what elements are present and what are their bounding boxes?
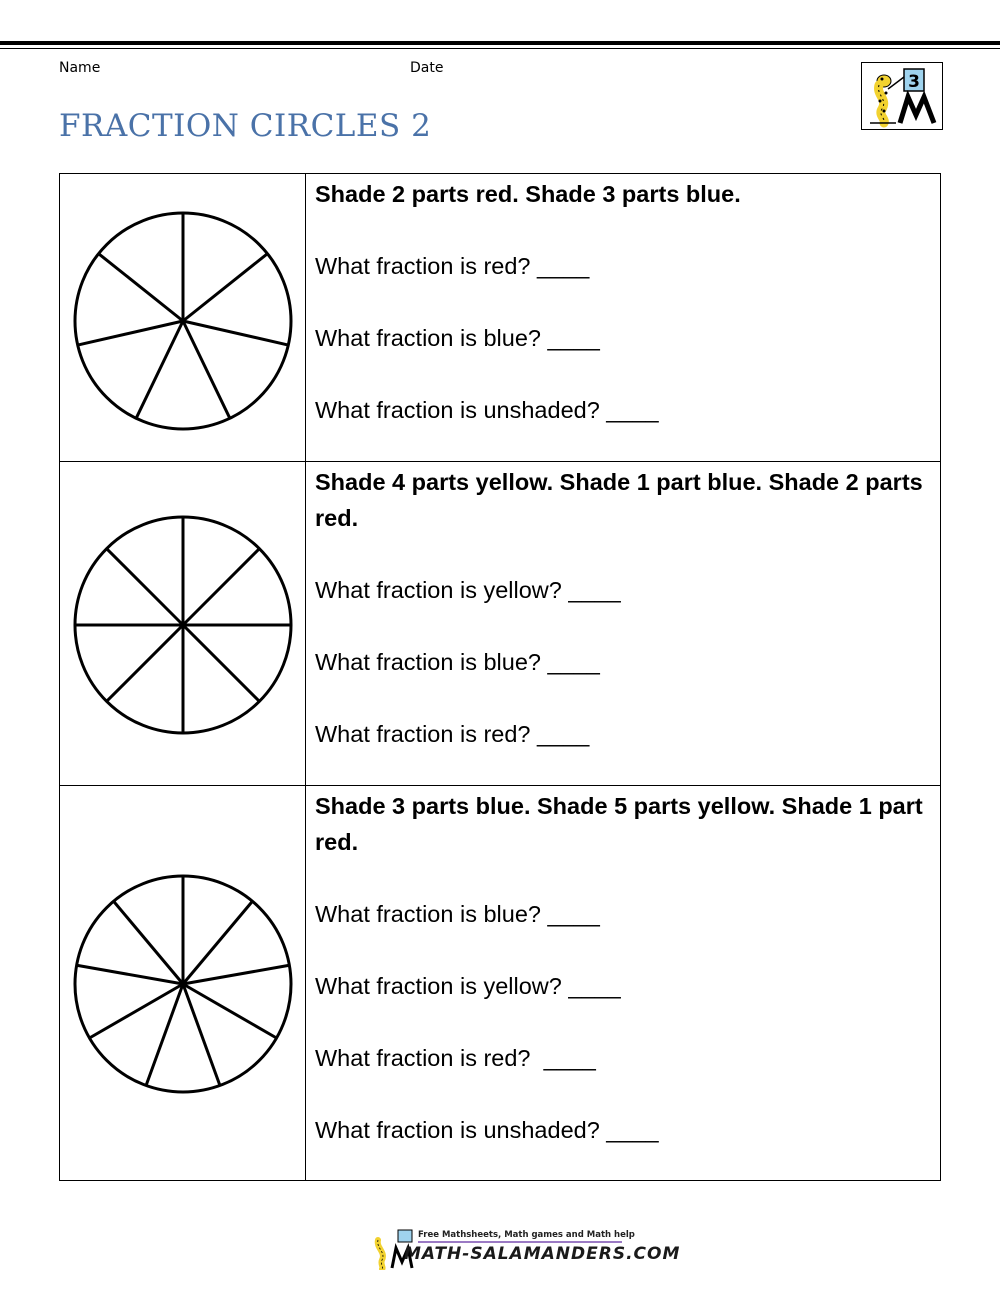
instruction-2: Shade 4 parts yellow. Shade 1 part blue. Shade 2 parts red. (315, 469, 923, 531)
question-3-4: What fraction is unshaded? ____ (315, 1117, 659, 1143)
circle-divider (114, 901, 183, 984)
circle-cell-3 (60, 786, 306, 1181)
circle-divider (183, 254, 267, 321)
question-cell-1 (306, 174, 941, 462)
circle-divider (183, 549, 259, 625)
footer-brand: MATH-SALAMANDERS.COM (404, 1244, 681, 1264)
question-cell-2 (306, 462, 941, 786)
circle-divider (89, 984, 183, 1038)
instruction-3: Shade 3 parts blue. Shade 5 parts yellow. Shade 1 part red. (315, 793, 923, 855)
circle-cell-1 (60, 174, 306, 462)
circle-divider (183, 965, 289, 984)
question-1-1: What fraction is red? ____ (315, 253, 590, 279)
circle-divider (107, 625, 183, 701)
fraction-circle-9[interactable] (68, 869, 298, 1099)
page-title: FRACTION CIRCLES 2 (59, 108, 432, 144)
problem-row-1 (60, 174, 941, 462)
footer-tagline: Free Mathsheets, Math games and Math help (418, 1230, 635, 1240)
question-3-2: What fraction is yellow? ____ (315, 973, 621, 999)
problem-row-3 (60, 786, 941, 1181)
circle-divider (136, 321, 183, 418)
name-label: Name (59, 60, 101, 76)
circle-divider (183, 625, 259, 701)
circle-divider (107, 549, 183, 625)
header-rule-thin (0, 48, 1000, 49)
problem-row-2 (60, 462, 941, 786)
question-1-3: What fraction is unshaded? ____ (315, 397, 659, 423)
header-rule-thick (0, 41, 1000, 45)
circle-divider (146, 984, 183, 1085)
question-3-3: What fraction is red? ____ (315, 1045, 596, 1071)
circle-divider (183, 321, 288, 345)
question-3-1: What fraction is blue? ____ (315, 901, 600, 927)
date-label: Date (410, 60, 444, 76)
question-cell-3 (306, 786, 941, 1181)
question-2-1: What fraction is yellow? ____ (315, 577, 621, 603)
circle-divider (183, 984, 277, 1038)
logo-badge-number: 3 (908, 72, 920, 92)
circle-divider (183, 321, 230, 418)
salamander-logo (861, 62, 943, 130)
circle-divider (99, 254, 183, 321)
circle-divider (183, 984, 220, 1085)
circle-cell-2 (60, 462, 306, 786)
question-2-3: What fraction is red? ____ (315, 721, 590, 747)
circle-divider (78, 321, 183, 345)
fraction-circle-7[interactable] (68, 206, 298, 436)
problem-table (59, 173, 941, 1181)
circle-divider (183, 901, 252, 984)
question-1-2: What fraction is blue? ____ (315, 325, 600, 351)
fraction-circle-8[interactable] (68, 510, 298, 740)
circle-divider (77, 965, 183, 984)
salamander-logo-icon (862, 63, 942, 129)
question-2-2: What fraction is blue? ____ (315, 649, 600, 675)
instruction-1: Shade 2 parts red. Shade 3 parts blue. (315, 181, 741, 207)
